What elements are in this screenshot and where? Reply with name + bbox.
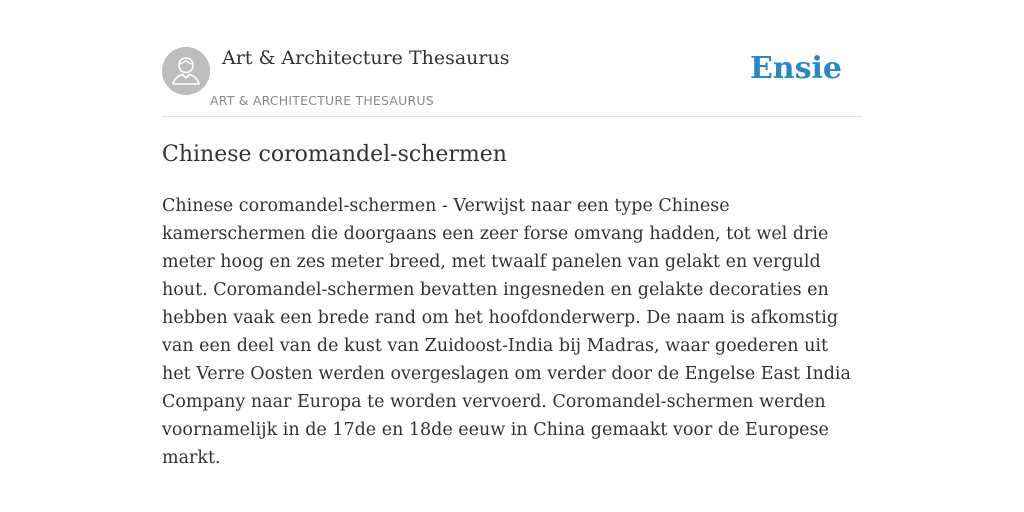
page-title: Chinese coromandel-schermen (162, 142, 507, 167)
user-icon (162, 47, 210, 95)
author-name[interactable]: Art & Architecture Thesaurus (222, 47, 510, 69)
author-header (162, 44, 862, 117)
avatar[interactable] (162, 47, 210, 95)
brand-logo[interactable]: Ensie (749, 51, 842, 86)
author-subtitle: ART & ARCHITECTURE THESAURUS (210, 93, 434, 108)
article-body: Chinese coromandel-schermen - Verwijst naar een type Chinese kamerschermen die doorgaans een zeer forse omvang hadden, tot wel drie meter hoog en zes meter breed, met twaalf panelen van gelakt en verguld hout. Coromandel-schermen bevatten ingesneden en gelakte decoraties en hebben vaak een brede rand om het hoofdonderwerp. De naam is afkomstig van een deel van de kust van Zuidoost-India bij Madras, waar goederen uit het Verre Oosten werden overgeslagen om verder door de Engelse East India Company naar Europa te worden vervoerd. Coromandel-schermen werden voornamelijk in de 17de en 18de eeuw in China gemaakt voor de Europese markt. (162, 196, 851, 468)
